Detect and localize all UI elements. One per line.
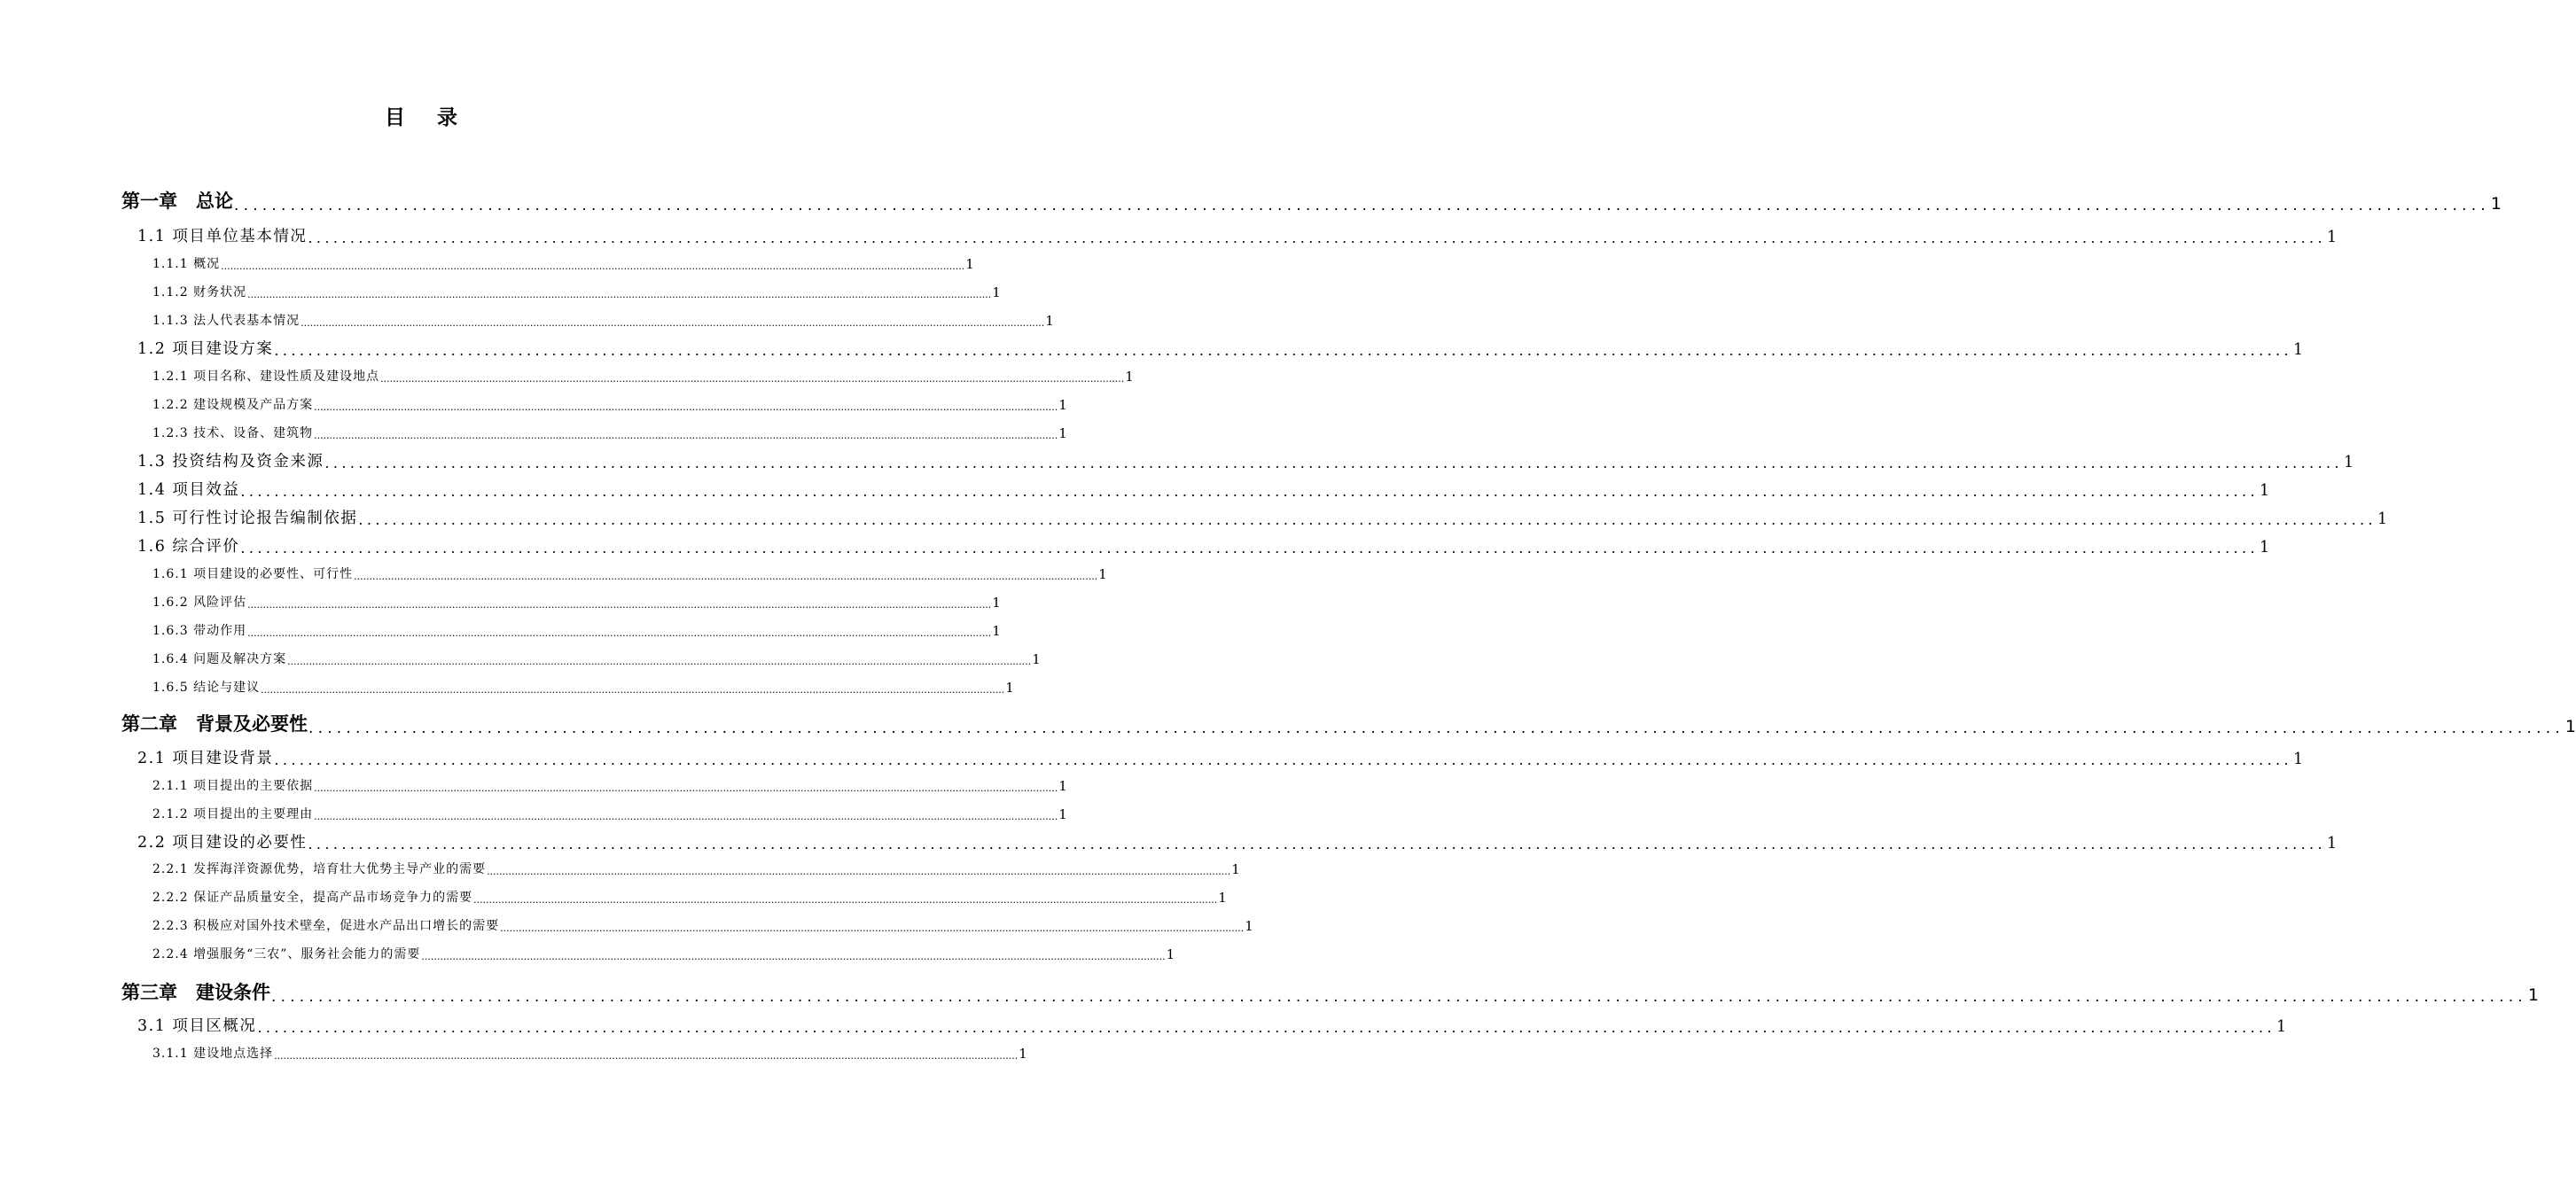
toc-leader-dots: ................................................................................................................................................................................................................................................: [274, 342, 2293, 359]
toc-page-number: 1: [2260, 482, 2270, 500]
toc-entry-subsection[interactable]: [152, 311, 1054, 329]
toc-leader-dots: ................................................................................................................................................................................................................................................: [314, 401, 1058, 413]
toc-entry-label: 1.2 项目建设方案: [137, 340, 274, 358]
toc-page-number: 1: [1058, 425, 1067, 441]
toc-page-number: 1: [2564, 717, 2576, 736]
toc-page-number: 1: [2293, 751, 2304, 768]
toc-entry-label: 第一章 总论: [121, 191, 233, 212]
toc-entry-label: 1.1.3 法人代表基本情况: [152, 314, 301, 328]
toc-entry-label: 2.2.4 增强服务“三农”、服务社会能力的需要: [152, 947, 421, 961]
toc-entry-section[interactable]: [137, 1014, 2287, 1036]
toc-entry-subsection[interactable]: [152, 254, 974, 272]
toc-entry-section[interactable]: [137, 449, 2354, 471]
toc-page-number: 1: [2377, 510, 2388, 528]
toc-entry-label: 1.6 综合评价: [137, 538, 240, 556]
toc-entry-label: 1.2.2 建设规模及产品方案: [152, 398, 314, 412]
toc-entry-label: 1.5 可行性讨论报告编制依据: [137, 510, 358, 527]
toc-entry-subsection[interactable]: [152, 283, 1001, 300]
toc-leader-dots: ................................................................................................................................................................................................................................................: [380, 373, 1125, 385]
toc-entry-label: 2.2.2 保证产品质量安全，提高产品市场竞争力的需要: [152, 891, 473, 905]
toc-page-number: 1: [992, 623, 1001, 639]
toc-leader-dots: ................................................................................................................................................................................................................................................: [308, 230, 2327, 246]
toc-page-number: 1: [2276, 1018, 2287, 1036]
toc-leader-dots: ................................................................................................................................................................................................................................................: [234, 197, 2490, 214]
toc-entry-subsection[interactable]: [152, 424, 1067, 441]
toc-entry-label: 1.6.2 风险评估: [152, 596, 247, 610]
toc-entry-subsection[interactable]: [152, 564, 1107, 582]
toc-page-number: 1: [1045, 313, 1054, 329]
toc-entry-subsection[interactable]: [152, 367, 1134, 385]
toc-page-number: 1: [1245, 918, 1253, 934]
toc-entry-label: 3.1 项目区概况: [137, 1017, 257, 1035]
toc-page-number: 1: [2327, 229, 2338, 246]
toc-entry-section[interactable]: [137, 478, 2270, 500]
toc-entry-label: 1.6.1 项目建设的必要性、可行性: [152, 567, 354, 581]
toc-entry-subsection[interactable]: [152, 860, 1240, 877]
toc-entry-subsection[interactable]: [152, 395, 1067, 413]
toc-entry-label: 第二章 背景及必要性: [121, 713, 308, 735]
toc-leader-dots: ................................................................................................................................................................................................................................................: [314, 811, 1058, 822]
toc-page-number: 1: [1166, 946, 1175, 962]
toc-page-number: 1: [2344, 454, 2354, 471]
toc-page-number: 1: [1058, 806, 1067, 822]
toc-entry-label: 3.1.1 建设地点选择: [152, 1047, 274, 1061]
toc-entry-section[interactable]: [137, 224, 2338, 246]
toc-entry-label: 1.1.1 概况: [152, 257, 221, 271]
toc-entry-label: 1.1 项目单位基本情况: [137, 228, 308, 245]
toc-page-number: 1: [1032, 651, 1041, 667]
toc-leader-dots: ................................................................................................................................................................................................................................................: [271, 988, 2527, 1006]
toc-entry-subsection[interactable]: [152, 1044, 1027, 1062]
toc-leader-dots: ................................................................................................................................................................................................................................................: [221, 261, 965, 272]
toc-page-number: 1: [1058, 778, 1067, 794]
toc-entry-subsection[interactable]: [152, 776, 1067, 794]
toc-entry-label: 1.6.5 结论与建议: [152, 681, 261, 695]
toc-leader-dots: ................................................................................................................................................................................................................................................: [500, 922, 1245, 934]
toc-leader-dots: ................................................................................................................................................................................................................................................: [247, 289, 992, 300]
toc-entry-subsection[interactable]: [152, 650, 1041, 667]
toc-entry-subsection[interactable]: [152, 805, 1067, 822]
toc-entry-label: 2.2.1 发挥海洋资源优势，培育壮大优势主导产业的需要: [152, 862, 487, 876]
toc-entry-label: 2.1 项目建设背景: [137, 750, 274, 767]
toc-leader-dots: ................................................................................................................................................................................................................................................: [301, 317, 1045, 329]
toc-entry-subsection[interactable]: [152, 888, 1227, 906]
toc-entry-label: 2.1.2 项目提出的主要理由: [152, 807, 314, 821]
toc-page-number: 1: [1019, 1046, 1027, 1062]
toc-leader-dots: ................................................................................................................................................................................................................................................: [354, 571, 1098, 582]
toc-entry-label: 1.2.3 技术、设备、建筑物: [152, 426, 314, 440]
toc-entry-label: 2.1.1 项目提出的主要依据: [152, 779, 314, 793]
toc-page-number: 1: [992, 595, 1001, 611]
toc-leader-dots: ................................................................................................................................................................................................................................................: [314, 430, 1058, 441]
toc-page-number: 1: [2293, 341, 2304, 359]
toc-entry-subsection[interactable]: [152, 593, 1001, 611]
toc-entry-label: 1.6.4 问题及解决方案: [152, 652, 287, 666]
toc-entry-subsection[interactable]: [152, 916, 1253, 934]
toc-entry-subsection[interactable]: [152, 621, 1001, 639]
toc-leader-dots: ................................................................................................................................................................................................................................................: [240, 483, 2260, 500]
toc-leader-dots: ................................................................................................................................................................................................................................................: [240, 540, 2260, 557]
toc-page-number: 1: [1125, 369, 1134, 385]
toc-entry-section[interactable]: [137, 506, 2388, 528]
toc-page-number: 1: [1058, 397, 1067, 413]
toc-entry-subsection[interactable]: [152, 678, 1014, 696]
toc-leader-dots: ................................................................................................................................................................................................................................................: [324, 455, 2344, 471]
toc-entry-section[interactable]: [137, 534, 2270, 557]
toc-entry-chapter[interactable]: [121, 710, 2576, 737]
toc-leader-dots: ................................................................................................................................................................................................................................................: [308, 836, 2327, 852]
toc-leader-dots: ................................................................................................................................................................................................................................................: [314, 782, 1058, 794]
toc-leader-dots: ................................................................................................................................................................................................................................................: [487, 866, 1231, 877]
toc-page-number: 1: [2490, 194, 2502, 214]
toc-page-number: 1: [2327, 835, 2338, 852]
toc-entry-label: 1.1.2 财务状况: [152, 285, 247, 300]
toc-page-number: 1: [1231, 861, 1240, 877]
toc-page-number: 1: [965, 256, 974, 272]
toc-entry-label: 1.6.3 带动作用: [152, 624, 247, 638]
toc-leader-dots: ................................................................................................................................................................................................................................................: [247, 599, 992, 611]
toc-page-number: 1: [2260, 539, 2270, 557]
toc-entry-section[interactable]: [137, 337, 2304, 359]
toc-entry-subsection[interactable]: [152, 945, 1175, 962]
toc-leader-dots: ................................................................................................................................................................................................................................................: [261, 684, 1005, 696]
toc-entry-section[interactable]: [137, 746, 2304, 768]
toc-entry-label: 2.2.3 积极应对国外技术壁垒，促进水产品出口增长的需要: [152, 919, 500, 933]
toc-entry-label: 1.2.1 项目名称、建设性质及建设地点: [152, 370, 380, 384]
toc-page-number: 1: [992, 284, 1001, 300]
toc-leader-dots: ................................................................................................................................................................................................................................................: [358, 511, 2377, 528]
toc-leader-dots: ................................................................................................................................................................................................................................................: [287, 656, 1032, 667]
toc-title: 目 录: [384, 106, 470, 129]
toc-leader-dots: ................................................................................................................................................................................................................................................: [247, 627, 992, 639]
toc-leader-dots: ................................................................................................................................................................................................................................................: [421, 951, 1166, 962]
toc-leader-dots: ................................................................................................................................................................................................................................................: [274, 751, 2293, 768]
toc-page-number: 1: [1218, 890, 1227, 906]
toc-leader-dots: ................................................................................................................................................................................................................................................: [274, 1050, 1019, 1062]
toc-page-number: 1: [1005, 680, 1014, 696]
toc-entry-label: 第三章 建设条件: [121, 982, 270, 1003]
toc-entry-section[interactable]: [137, 830, 2338, 852]
toc-leader-dots: ................................................................................................................................................................................................................................................: [257, 1019, 2276, 1036]
toc-page-number: 1: [2527, 985, 2540, 1005]
toc-entry-label: 1.3 投资结构及资金来源: [137, 453, 324, 471]
toc-leader-dots: ................................................................................................................................................................................................................................................: [473, 894, 1218, 906]
toc-leader-dots: ................................................................................................................................................................................................................................................: [308, 720, 2564, 737]
toc-entry-label: 2.2 项目建设的必要性: [137, 834, 308, 852]
toc-entry-chapter[interactable]: [121, 978, 2540, 1006]
toc-entry-label: 1.4 项目效益: [137, 481, 240, 499]
toc-page-number: 1: [1098, 566, 1107, 582]
toc-entry-chapter[interactable]: [121, 187, 2502, 214]
